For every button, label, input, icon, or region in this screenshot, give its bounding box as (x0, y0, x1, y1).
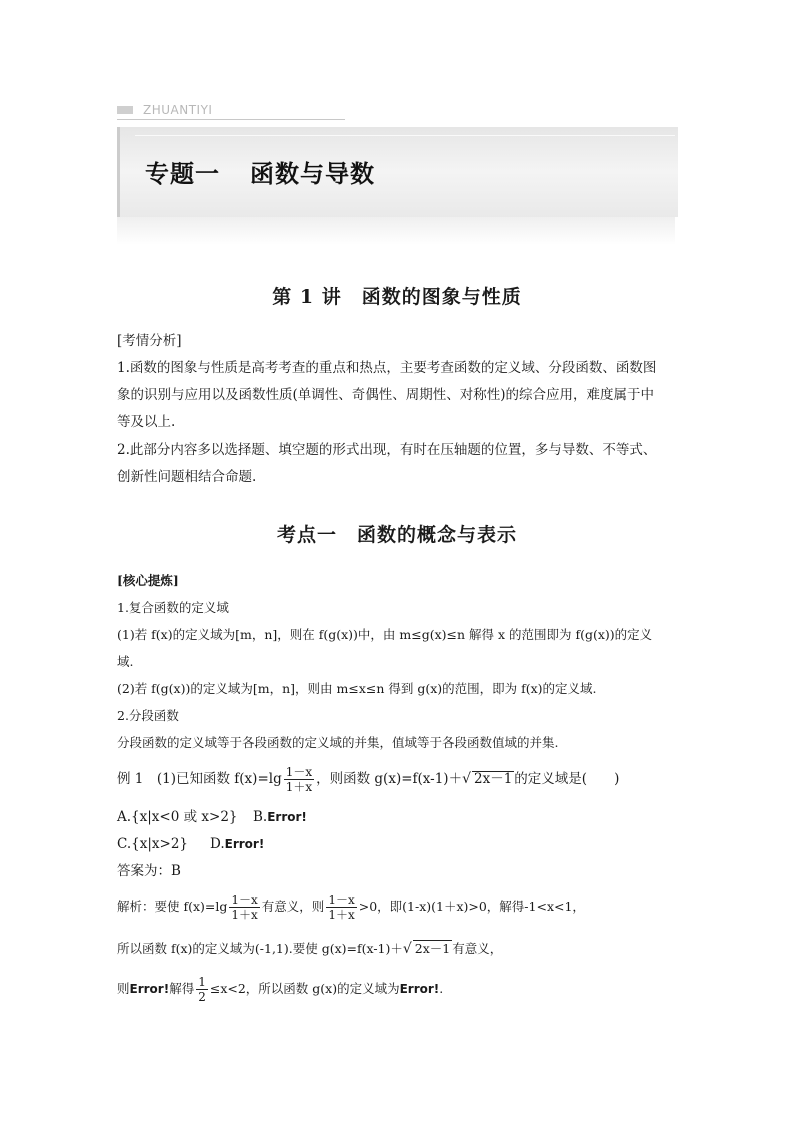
option-d-error: Error! (224, 837, 265, 851)
solution-frac1-num: 1－x (231, 893, 258, 907)
solution-l2-a: 所以函数 f(x)的定义域为(-1,1).要使 g(x)=f(x-1)＋ (117, 941, 403, 956)
sqrt-icon: √ (402, 941, 412, 957)
example-frac-den: 1＋x (285, 780, 313, 794)
core-item2-title: 2.分段函数 (117, 708, 179, 723)
banner-divider (117, 119, 345, 120)
solution-frac2-num: 1－x (328, 893, 355, 907)
analysis-heading: [考情分析] (117, 333, 182, 349)
solution-frac3-den: 2 (198, 990, 206, 1004)
core-item2-text: 分段函数的定义域等于各段函数的定义域的并集，值域等于各段函数值域的并集. (117, 735, 559, 750)
core-item1-b: (2)若 f(g(x))的定义域为[m，n]，则由 m≤x≤n 得到 g(x)的范围，即为 f(x)的定义域. (117, 681, 597, 696)
solution-frac1 (229, 893, 259, 922)
solution-l3-a: 则 (117, 981, 130, 996)
solution-frac3-num: 1 (198, 975, 206, 989)
analysis-p2-line2: 创新性问题相结合命题. (117, 469, 257, 485)
option-d-label: D. (210, 836, 225, 852)
sqrt-icon: √ (462, 771, 471, 787)
option-b-label: B. (253, 809, 268, 825)
solution-line2 (117, 935, 677, 963)
banner-title (145, 154, 375, 189)
solution-frac2 (326, 893, 356, 922)
option-c: C.{x|x>2} (117, 836, 188, 852)
banner-square-icon (117, 106, 133, 114)
core-item1-title: 1.复合函数的定义域 (117, 600, 229, 615)
option-a: A.{x|x<0 或 x>2} (117, 809, 238, 825)
solution-line1 (117, 890, 677, 924)
analysis-p1-line3: 等及以上. (117, 414, 176, 430)
option-b-error: Error! (267, 810, 307, 824)
solution-l1-a: 解析：要使 f(x)=lg (117, 899, 228, 914)
solution-line3 (117, 972, 677, 1006)
example-suffix: 的定义域是( ) (514, 771, 620, 787)
solution-frac1-den: 1＋x (231, 908, 258, 922)
banner-shadow (117, 217, 675, 245)
example-mid: ，则函数 g(x)=f(x-1)＋ (316, 771, 463, 787)
solution-l3-b: 解得 (169, 981, 195, 996)
banner-code-row (117, 103, 212, 117)
solution-l2-sqrt: 2x－1 (414, 941, 451, 956)
example-prefix: 例 1 (1)已知函数 f(x)=lg (117, 771, 282, 787)
solution-l3-error1: Error! (129, 982, 170, 996)
solution-l1-b: 有意义，则 (261, 899, 325, 914)
example-question (117, 762, 677, 796)
core-item1-a-line2: 域. (117, 654, 134, 669)
core-item1-a-line1: (1)若 f(x)的定义域为[m，n]，则在 f(g(x))中，由 m≤g(x)≤n 解得 x 的范围即为 f(g(x))的定义 (117, 627, 653, 642)
banner-title-part2: 函数与导数 (250, 160, 375, 188)
analysis-p1-line1: 1.函数的图象与性质是高考考查的重点和热点，主要考查函数的定义域、分段函数、函数图 (117, 360, 657, 376)
answer: 答案为：B (117, 863, 181, 879)
option-d (210, 831, 264, 858)
analysis-p2-line1: 2.此部分内容多以选择题、填空题的形式出现，有时在压轴题的位置，多与导数、不等式、 (117, 442, 657, 458)
solution-frac2-den: 1＋x (328, 908, 355, 922)
banner-highlight (135, 135, 675, 136)
analysis-p1-line2: 象的识别与应用以及函数性质(单调性、奇偶性、周期性、对称性)的综合应用，难度属于中 (117, 387, 655, 403)
example-sqrt-content: 2x－1 (474, 771, 513, 787)
option-b (253, 804, 307, 831)
banner-code: ZHUANTIYI (143, 103, 213, 117)
solution-l2-b: 有意义， (452, 941, 503, 956)
solution-l1-c: >0，即(1-x)(1＋x)>0，解得-1<x<1， (358, 899, 585, 914)
example-frac-num: 1－x (285, 765, 313, 779)
solution-l3-c: ≤x<2，所以函数 g(x)的定义域为 (209, 981, 400, 996)
core-heading: [核心提炼] (117, 573, 179, 588)
solution-l3-error2: Error! (399, 982, 440, 996)
point-title: 考点一 函数的概念与表示 (276, 524, 517, 546)
banner-title-part1: 专题一 (145, 160, 220, 188)
solution-frac3 (196, 975, 208, 1004)
example-fraction (284, 765, 314, 794)
lecture-title: 第 1 讲 函数的图象与性质 (272, 286, 522, 308)
solution-l3-d: . (439, 981, 444, 996)
